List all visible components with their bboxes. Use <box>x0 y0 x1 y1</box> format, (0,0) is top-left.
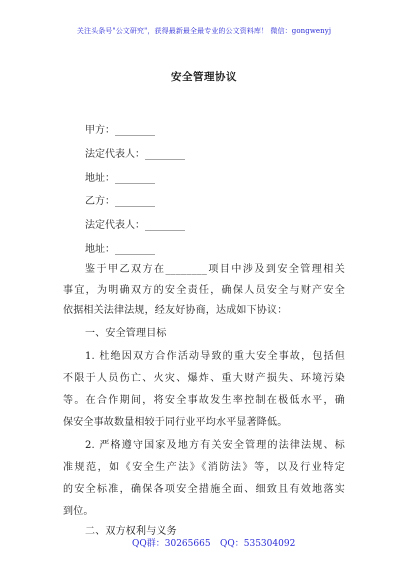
item-1-line: 不限于人员伤亡、火灾、爆炸、重大财产损失、环境污染 <box>63 373 345 384</box>
party-b-blank: ________ <box>115 196 155 207</box>
footer-qq-group: QQ群：30265665 <box>132 539 211 549</box>
party-a-blank: ________ <box>115 125 155 136</box>
item-2-line: 2. 严格遵守国家及地方有关安全管理的法律法规、标 <box>85 440 345 451</box>
item-1-line: 保安全事故数量相较于同行业平均水平显著降低。 <box>63 417 288 428</box>
intro-line: 鉴于甲乙双方在________项目中涉及到安全管理相关 <box>85 264 345 275</box>
party-a-line <box>85 121 155 136</box>
item-2-line: 的安全标准，确保各项安全措施全面、细致且有效地落实 <box>63 484 345 495</box>
header-banner: 关注头条号"公文研究"，获得最新最全最专业的公文资料库！ 微信：gongwenyj <box>76 27 332 35</box>
party-b-representative-blank: ________ <box>145 220 185 231</box>
document-title: 安全管理协议 <box>171 71 237 83</box>
party-a-address-line <box>85 169 155 184</box>
party-a-representative-line <box>85 145 185 160</box>
section-heading: 一、安全管理目标 <box>85 328 167 339</box>
item-1-line: 1. 杜绝因双方合作活动导致的重大安全事故，包括但 <box>85 351 345 362</box>
party-a-representative-blank: ________ <box>145 149 185 160</box>
party-a-label: 甲方： <box>85 125 115 136</box>
party-b-label: 乙方： <box>85 196 115 207</box>
section-heading: 二、双方权利与义务 <box>85 526 177 537</box>
party-b-address-label: 地址： <box>85 244 115 255</box>
party-b-address-line <box>85 240 155 255</box>
item-1-line: 等。在合作期间，将安全事故发生率控制在极低水平，确 <box>63 395 345 406</box>
item-2-line: 准规范，如《安全生产法》《消防法》等，以及行业特定 <box>63 462 345 473</box>
party-b-representative-label: 法定代表人： <box>85 220 145 231</box>
item-2-line: 到位。 <box>63 506 94 517</box>
intro-line: 事宜，为明确双方的安全责任，确保人员安全与财产安全 <box>63 285 345 296</box>
party-a-address-blank: ________ <box>115 173 155 184</box>
party-a-representative-label: 法定代表人： <box>85 149 145 160</box>
party-b-line <box>85 192 155 207</box>
footer-qq-number: QQ：535304092 <box>220 539 296 549</box>
party-b-address-blank: ________ <box>115 244 155 255</box>
intro-line: 依据相关法律法规，经友好协商，达成如下协议： <box>63 305 288 316</box>
party-a-address-label: 地址： <box>85 173 115 184</box>
party-b-representative-line <box>85 216 185 231</box>
